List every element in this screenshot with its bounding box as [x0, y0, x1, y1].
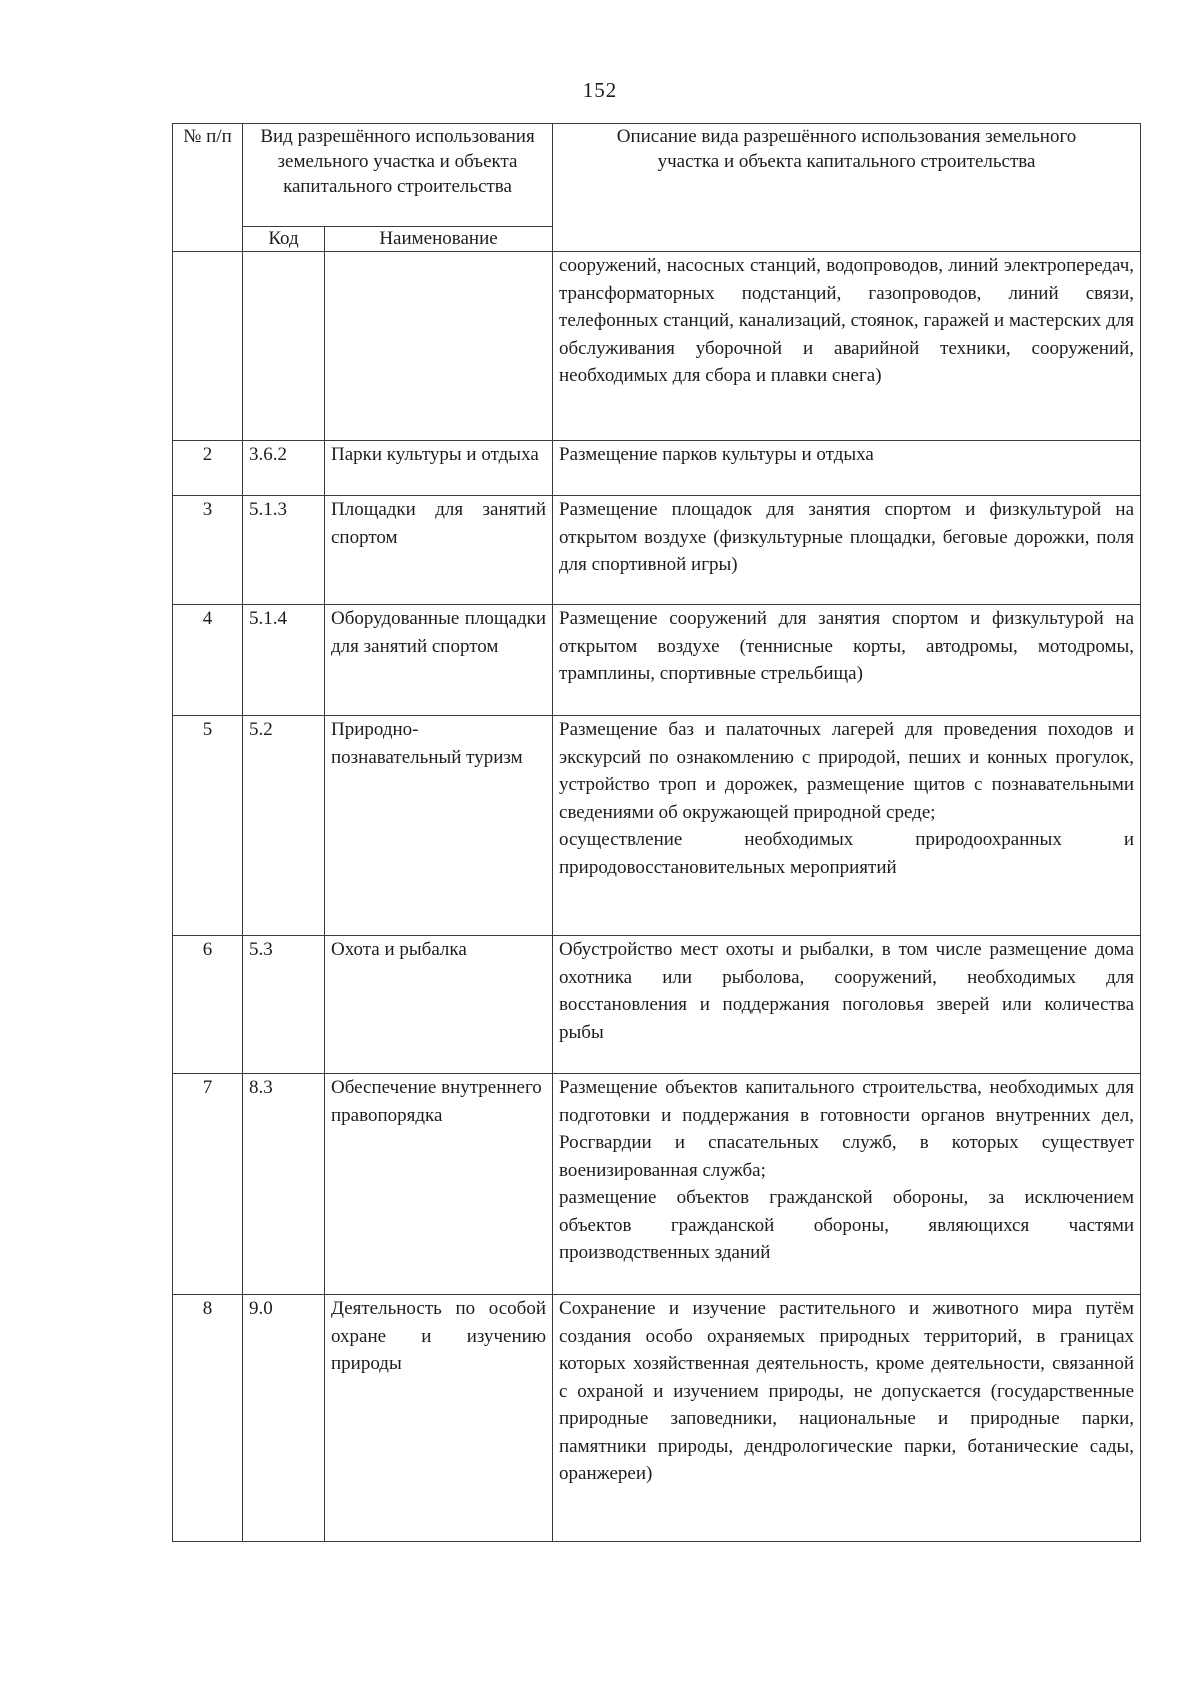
row-description-text: Размещение баз и палаточных лагерей для проведения походов и экскурсий по ознакомлению с природой, пеших и конных прогулок, устройство троп и дорожек, размещение щитов с познавательными сведениями об окружающей природной среде; — [559, 719, 1135, 823]
row-code: 5.3 — [243, 936, 325, 1074]
header-row — [173, 124, 1141, 227]
row-name — [325, 936, 553, 1074]
row-num: 7 — [173, 1074, 243, 1295]
row-description-text: Размещение сооружений для занятия спортом и физкультурой на открытом воздухе (теннисные корты, автодромы, мотодромы, трамплины, спортивные стрельбища) — [559, 608, 1135, 684]
row-name — [325, 252, 553, 441]
row-num: 5 — [173, 716, 243, 936]
row-name-text: Деятельность по особой охране и изучению природы — [331, 1298, 547, 1374]
row-name-text: Оборудованные площадки для занятий спортом — [331, 608, 547, 657]
header-kind-group: Вид разрешённого использования земельного участка и объекта капитального строительства — [243, 124, 553, 227]
row-code: 5.1.3 — [243, 496, 325, 605]
table-row — [173, 716, 1141, 936]
row-description — [553, 936, 1141, 1074]
row-description-text-2: размещение объектов гражданской обороны, за исключением объектов гражданской обороны, являющихся частями производственных зданий — [559, 1187, 1135, 1263]
header-num: № п/п — [173, 124, 243, 252]
row-code — [243, 252, 325, 441]
row-name-text: Площадки для занятий спортом — [331, 499, 547, 548]
row-code: 9.0 — [243, 1295, 325, 1542]
row-code: 5.2 — [243, 716, 325, 936]
row-description — [553, 252, 1141, 441]
row-description — [553, 1074, 1141, 1295]
row-description-text-2: осуществление необходимых природоохранных и природовосстановительных мероприятий — [559, 829, 1135, 878]
table-row — [173, 441, 1141, 496]
row-code: 8.3 — [243, 1074, 325, 1295]
table-row — [173, 1295, 1141, 1542]
row-name — [325, 496, 553, 605]
row-name: Природно-познавательный туризм — [325, 716, 553, 936]
row-name — [325, 441, 553, 496]
row-name-text: Охота и рыбалка — [331, 939, 467, 960]
row-num — [173, 252, 243, 441]
row-name — [325, 1295, 553, 1542]
row-description — [553, 605, 1141, 716]
table-row — [173, 496, 1141, 605]
table-row — [173, 1074, 1141, 1295]
header-description: Описание вида разрешённого использования земельного участка и объекта капитального строительства — [553, 124, 1141, 252]
table-row — [173, 252, 1141, 441]
header-name: Наименование — [325, 227, 553, 252]
row-name-text: Парки культуры и отдыха — [331, 444, 539, 465]
row-code: 5.1.4 — [243, 605, 325, 716]
row-description-text: Размещение площадок для занятия спортом и физкультурой на открытом воздухе (физкультурные площадки, беговые дорожки, поля для спортивной игры) — [559, 499, 1135, 575]
row-description — [553, 496, 1141, 605]
row-description — [553, 441, 1141, 496]
row-num: 3 — [173, 496, 243, 605]
row-description-text: Размещение парков культуры и отдыха — [559, 444, 874, 465]
row-num: 4 — [173, 605, 243, 716]
row-num: 8 — [173, 1295, 243, 1542]
land-use-table — [172, 123, 1141, 1542]
table-row — [173, 936, 1141, 1074]
row-num: 6 — [173, 936, 243, 1074]
row-name — [325, 605, 553, 716]
page-number: 152 — [582, 78, 618, 102]
row-name: Обеспечение внутреннего правопорядка — [325, 1074, 553, 1295]
row-description-text: Сохранение и изучение растительного и животного мира путём создания особо охраняемых природных территорий, в границах которых хозяйственная деятельность, кроме деятельности, связанной с охраной и изучением природы, не допускается (государственные природные заповедники, национальные и природные парки, памятники природы, дендрологические парки, ботанические сады, оранжереи) — [559, 1298, 1135, 1484]
row-description — [553, 716, 1141, 936]
row-code: 3.6.2 — [243, 441, 325, 496]
row-description-text: Обустройство мест охоты и рыбалки, в том числе размещение дома охотника или рыболова, сооружений, необходимых для восстановления и поддержания поголовья зверей или количества рыбы — [559, 939, 1135, 1043]
header-code: Код — [243, 227, 325, 252]
row-description — [553, 1295, 1141, 1542]
row-description-text: Размещение объектов капитального строительства, необходимых для подготовки и поддержания в готовности органов внутренних дел, Росгвардии и спасательных служб, в которых существует военизированная служба; — [559, 1077, 1135, 1181]
row-num: 2 — [173, 441, 243, 496]
table-row — [173, 605, 1141, 716]
row-description-text: сооружений, насосных станций, водопроводов, линий электропередач, трансформаторных подстанций, газопроводов, линий связи, телефонных станций, канализаций, стоянок, гаражей и мастерских для обслуживания уборочной и аварийной техники, сооружений, необходимых для сбора и плавки снега) — [559, 255, 1135, 386]
